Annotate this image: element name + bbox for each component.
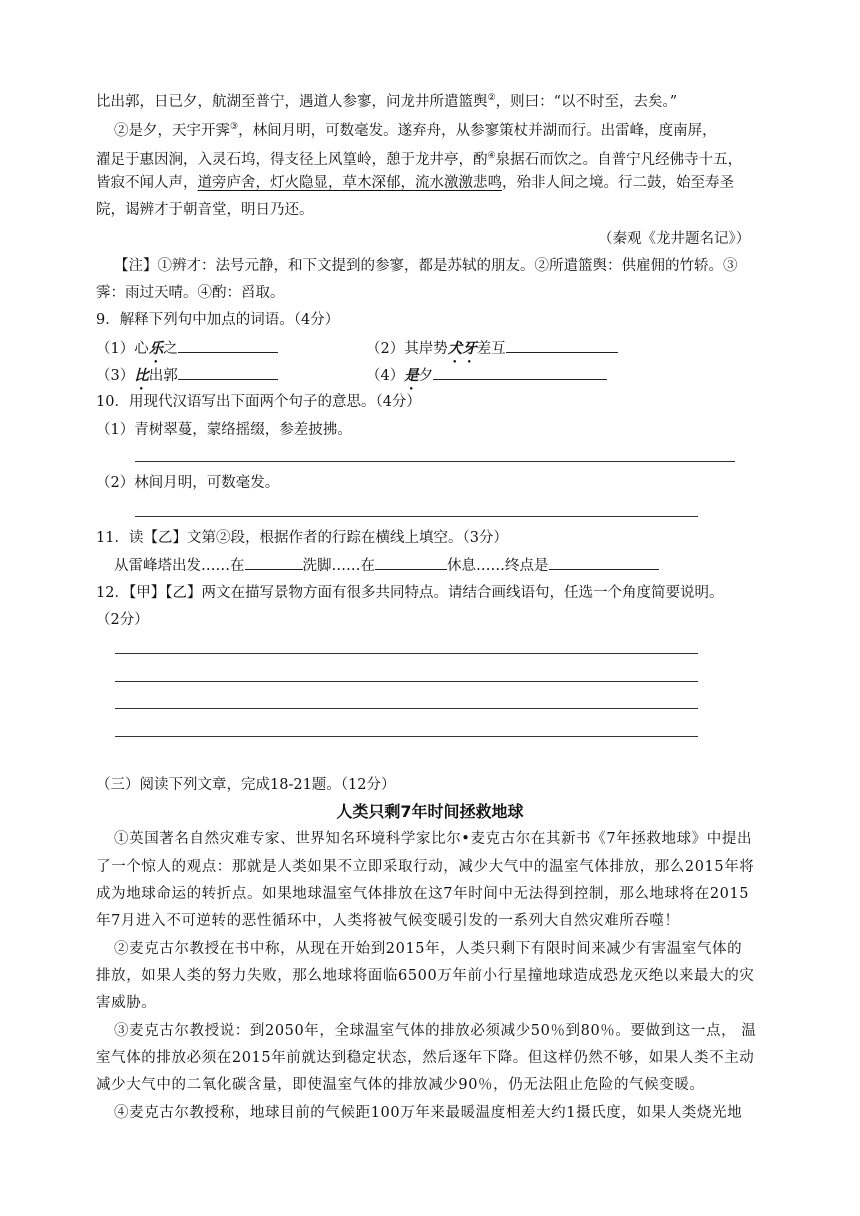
article-line: 了一个惊人的观点：那就是人类如果不立即采取行动，减少大气中的温室气体排放，那么2015年将 [96, 859, 755, 875]
passage-source: （秦观《龙井题名记》） [598, 231, 751, 247]
question-11: 11．读【乙】文第②段，根据作者的行踪在横线上填空。（3分） [96, 530, 508, 546]
answer-line[interactable] [135, 461, 735, 462]
q9-item-1: （1）心乐之 [96, 338, 278, 366]
q10-item-2: （2）林间月明，可数毫发。 [96, 475, 280, 491]
article-line: 减少大气中的二氧化碳含量，即使温室气体的排放减少90％，仍无法阻止危险的气候变暖。 [96, 1077, 705, 1093]
passage-line: 比出郭，日已夕，航湖至普宁，遇道人参寥，问龙井所遣篮舆②，则曰：“以不时至，去矣。” [96, 93, 678, 110]
answer-blank[interactable] [178, 338, 278, 353]
q10-item-1: （1）青树翠蔓，蒙络摇缀，参差披拂。 [96, 422, 352, 438]
article-line: 年7月进入不可逆转的恶性循环中，人类将被气候变暖引发的一系列大自然灾难所吞噬！ [96, 913, 680, 929]
article-line: 排放，如果人类的努力失败，那么地球将面临6500万年前小行星撞地球造成恐龙灭绝以来最大的灾 [96, 968, 755, 984]
article-line: ③麦克古尔教授说：到2050年，全球温室气体的排放必须减少50％到80％。要做到这一点， 温 [114, 1023, 757, 1039]
q9-item-3: （3）比出郭 [96, 365, 278, 393]
article-line: ④麦克古尔教授称，地球目前的气候距100万年来最暖温度相差大约1摄氏度，如果人类烧光地 [114, 1105, 743, 1121]
answer-line[interactable] [115, 736, 698, 737]
article-line: ①英国著名自然灾难专家、世界知名环境科学家比尔•麦克古尔在其新书《7年拯救地球》中提出 [114, 831, 753, 847]
passage-line: ②是夕，天宇开霁③，林间月明，可数毫发。遂弃舟，从参寥策杖并湖而行。出雷峰，度南屏， [114, 122, 717, 139]
answer-line[interactable] [115, 681, 698, 682]
underlined-sentence: 道旁庐舍，灯火隐显，草木深郁，流水激激悲鸣 [197, 175, 502, 191]
answer-blank[interactable] [178, 365, 278, 380]
question-12: 12．【甲】【乙】两文在描写景物方面有很多共同特点。请结合画线语句，任选一个角度简要说明。 [96, 585, 724, 601]
answer-blank[interactable] [245, 555, 303, 570]
section-heading: （三）阅读下列文章，完成18-21题。（12分） [96, 777, 396, 793]
annotation-note: 霁：雨过天晴。④酌：舀取。 [96, 285, 285, 301]
article-line: 害威胁。 [96, 995, 157, 1011]
article-line: 室气体的排放必须在2015年前就达到稳定状态，然后逐年下降。但这样仍然不够，如果人类不主动 [96, 1050, 755, 1066]
q9-item-2: （2）其岸势犬牙差互 [366, 338, 618, 366]
answer-line[interactable] [115, 653, 698, 654]
q11-fill-line: 从雷峰塔出发……在 洗脚……在 休息……终点是 [114, 555, 659, 576]
article-title: 人类只剩7年时间拯救地球 [336, 802, 524, 821]
answer-blank[interactable] [506, 338, 618, 353]
answer-line[interactable] [115, 708, 698, 709]
annotation-note: 【注】①辨才：法号元静，和下文提到的参寥，都是苏轼的朋友。②所遣篮舆：供雇佣的竹轿。③ [114, 258, 738, 274]
question-10: 10．用现代汉语写出下面两个句子的意思。（4分） [96, 394, 421, 410]
answer-line[interactable] [135, 516, 698, 517]
answer-blank[interactable] [433, 365, 607, 380]
q9-item-4: （4）是夕 [366, 365, 607, 393]
answer-blank[interactable] [549, 555, 659, 570]
question-12-score: （2分） [96, 612, 149, 628]
article-line: 成为地球命运的转折点。如果地球温室气体排放在这7年时间中无法得到控制，那么地球将在2015 [96, 886, 750, 902]
article-line: ②麦克古尔教授在书中称，从现在开始到2015年，人类只剩下有限时间来减少有害温室气体的 [114, 941, 743, 957]
passage-line: 皆寂不闻人声，道旁庐舍，灯火隐显，草木深郁，流水激激悲鸣，殆非人间之境。行二鼓，始至寿圣 [96, 175, 734, 191]
passage-line: 濯足于惠因涧，入灵石坞，得支径上风篁岭，憩于龙井亭，酌④泉据石而饮之。自普宁凡经佛寺十五， [96, 151, 743, 168]
question-9: 9．解释下列句中加点的词语。（4分） [96, 312, 340, 328]
passage-line: 院，谒辨才于朝音堂，明日乃还。 [96, 202, 314, 218]
answer-blank[interactable] [375, 555, 447, 570]
